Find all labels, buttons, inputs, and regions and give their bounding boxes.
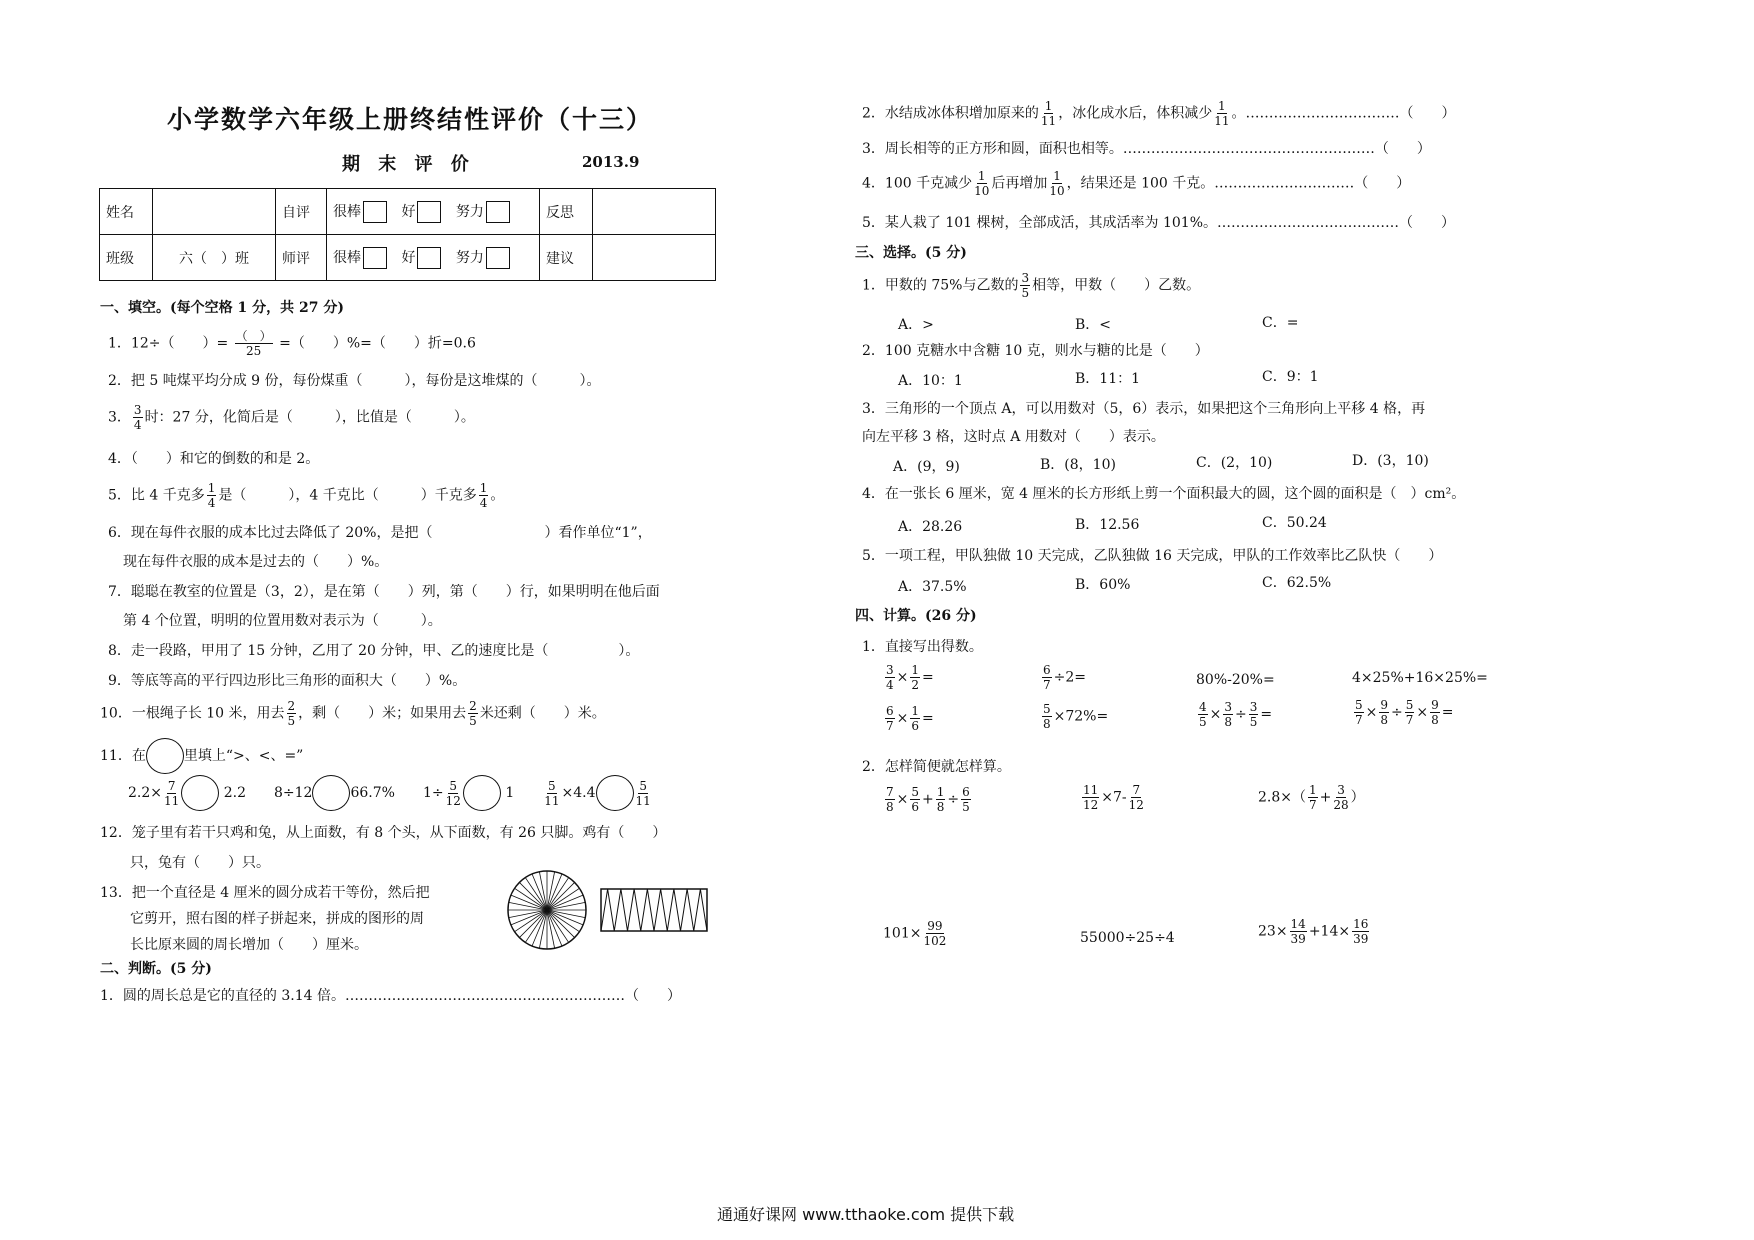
footer-credit: 通通好课网 www.tthaoke.com 提供下载 [717,1205,1015,1224]
calc-e2: $\frac{11}{12}$ ×7- $\frac{7}{12}$ [1083,783,1144,812]
compare-item-4: $\frac{5}{11}$ ×4.4 $\frac{5}{11}$ [542,775,653,811]
choice-q3-b[interactable]: B．(8，10) [1040,457,1116,473]
fill-q13-line2: 它剪开，照右图的样子拼起来，拼成的图形的周 [130,911,424,927]
teacher-eval-options [327,235,540,281]
sector-line [519,910,547,938]
fraction: $\frac{1}{11}$ [1040,99,1057,128]
calc-part1-title: 1．直接写出得数。 [862,639,983,655]
page-title: 小学数学六年级上册终结性评价（十三） [167,105,654,134]
class-value: 六（ ）班 [153,235,276,281]
calc-a4: 4×25%+16×25%= [1352,670,1488,686]
fill-q7-line1: 7．聪聪在教室的位置是（3，2），是在第（ ）列，第（ ）行，如果明明在他后面 [108,584,660,600]
calc-b2: $\frac{5}{8}$ ×72%= [1043,702,1109,731]
fill-q11-items [128,775,653,811]
fill-q2: 2．把 5 吨煤平均分成 9 份，每份煤重（ ），每份是这堆煤的（ ）。 [108,373,601,389]
choice-q2-b[interactable]: B．11：1 [1075,371,1141,387]
fraction: $\frac{1}{10}$ [974,169,990,198]
choice-q1-b[interactable]: B．< [1075,317,1112,333]
fill-q6-line2: 现在每件衣服的成本是过去的（ ）%。 [123,554,389,570]
choice-q5-b[interactable]: B．60% [1075,577,1131,593]
fill-q1: 1．12÷（ ）= $\frac{( )}{25}$ =（ ）%=（ ）折=0.6 [108,329,476,358]
calc-a3: 80%-20%= [1196,672,1275,688]
choice-q3-d[interactable]: D．(3，10) [1352,453,1429,469]
eval-row-teacher [100,235,716,281]
choice-q1-a[interactable]: A．> [898,317,934,333]
effort-checkbox[interactable] [486,247,510,269]
choice-q3-line2: 向左平移 3 格，这时点 A 用数对（ ）表示。 [862,429,1165,445]
choice-q3-c[interactable]: C．(2，10) [1196,455,1273,471]
name-label: 姓名 [100,189,153,235]
evaluation-table [99,188,716,281]
choice-q1: 1．甲数的 75%与乙数的 $\frac{3}{5}$ 相等，甲数（ ）乙数。 [862,271,1201,300]
eval-row-self [100,189,716,235]
calc-e4: 101× $\frac{99}{102}$ [883,919,947,948]
reflect-field[interactable] [593,189,716,235]
fraction: $\frac{1}{11}$ [1214,99,1230,128]
choice-q5-c[interactable]: C．62.5% [1262,575,1332,591]
fraction: $\frac{3}{5}$ [1021,271,1030,300]
fill-q8: 8．走一段路，甲用了 15 分钟，乙用了 20 分钟，甲、乙的速度比是（ ）。 [108,643,640,659]
calc-e6: 23× $\frac{14}{39}$ +14× $\frac{16}{39}$ [1258,917,1369,946]
fill-q9: 9．等底等高的平行四边形比三角形的面积大（ ）%。 [108,673,467,689]
section-choice: 三、选择。(5 分) [855,245,967,261]
sector-line [547,910,575,938]
great-checkbox[interactable] [363,247,387,269]
name-field[interactable] [153,189,276,235]
sector-line [547,882,575,910]
fraction: $\frac{2}{5}$ [287,699,296,728]
compare-circle[interactable] [181,775,219,811]
fill-q3: 3． $\frac{3}{4}$ 时：27 分，化简后是（ ），比值是（ ）。 [108,403,475,432]
fill-q12-line1: 12．笼子里有若干只鸡和兔，从上面数，有 8 个头，从下面数，有 26 只脚。鸡有（ ） [100,825,667,841]
sector-line [519,882,547,910]
calc-e1: $\frac{7}{8}$ × $\frac{5}{6}$ + $\frac{1}{8}$ ÷ $\frac{6}{5}$ [886,785,970,814]
choice-q1-c[interactable]: C．= [1262,315,1299,331]
good-checkbox[interactable] [417,201,441,223]
compare-item-2: 8÷12 66.7% [274,775,395,811]
opt-good-label: 好 [401,203,416,220]
fill-q10: 10．一根绳子长 10 米，用去 $\frac{2}{5}$ ，剩（ ）米；如果用去 $\frac{2}{5}$ 米还剩（ ）米。 [100,699,606,728]
calc-a1: $\frac{3}{4}$ × $\frac{1}{2}$ = [886,663,934,692]
judge-q2: 2．水结成冰体积增加原来的 $\frac{1}{11}$ ，冰化成水后，体积减少 $\frac{1}{11}$ 。……………………………（ ） [862,99,1456,128]
fill-q6-line1: 6．现在每件衣服的成本比过去降低了 20%，是把（ ）看作单位“1”， [108,525,652,541]
choice-q5-a[interactable]: A．37.5% [898,579,967,595]
compare-circle[interactable] [146,738,184,774]
circle-sectors-figure [505,868,589,952]
fill-q7-line2: 第 4 个位置，明明的位置用数对表示为（ ）。 [123,613,442,629]
calc-b1: $\frac{6}{7}$ × $\frac{1}{6}$ = [886,704,934,733]
zigzag-line [601,889,707,931]
teacher-eval-label: 师评 [276,235,327,281]
good-checkbox[interactable] [417,247,441,269]
judge-q5: 5．某人栽了 101 棵树，全部成活，其成活率为 101%。…………………………………（ ） [862,215,1456,231]
opt-effort-label: 努力 [455,249,484,266]
compare-circle[interactable] [312,775,350,811]
rearranged-strip-figure [600,888,708,932]
choice-q4-a[interactable]: A．28.26 [898,519,963,535]
fraction: $\frac{1}{4}$ [479,481,488,510]
section-judge: 二、判断。(5 分) [100,961,212,977]
fraction: $\frac{2}{5}$ [469,699,477,728]
fill-q13-line3: 长比原来圆的周长增加（ ）厘米。 [130,937,368,953]
fraction: $\frac{1}{4}$ [207,481,216,510]
opt-effort-label: 努力 [455,203,484,220]
fraction: $\frac{( )}{25}$ [235,329,272,358]
exam-date: 2013.9 [582,153,640,171]
section-calc: 四、计算。(26 分) [855,608,977,624]
opt-great-label: 很棒 [333,203,361,220]
fraction: $\frac{3}{4}$ [133,403,142,432]
choice-q4: 4．在一张长 6 厘米，宽 4 厘米的长方形纸上剪一个面积最大的圆，这个圆的面积是（ ）cm²。 [862,486,1466,502]
calc-a2: $\frac{6}{7}$ ÷2= [1043,663,1087,692]
self-eval-label: 自评 [276,189,327,235]
suggest-label: 建议 [540,235,593,281]
fill-q11: 11．在 里填上“>、<、=” [100,738,303,774]
compare-circle[interactable] [463,775,501,811]
class-label: 班级 [100,235,153,281]
compare-item-3: 1÷ $\frac{5}{12}$ 1 [423,775,514,811]
calc-part2-title: 2．怎样简便就怎样算。 [862,759,1011,775]
compare-circle[interactable] [596,775,634,811]
calc-b4: $\frac{5}{7}$ × $\frac{9}{8}$ ÷ $\frac{5}{7}$ × $\frac{9}{8}$ = [1355,698,1454,727]
choice-q2: 2．100 克糖水中含糖 10 克，则水与糖的比是（ ） [862,343,1209,359]
judge-q1: 1．圆的周长总是它的直径的 3.14 倍。……………………………………………………（ ） [100,988,681,1004]
compare-item-1: 2.2× $\frac{7}{11}$ 2.2 [128,775,246,811]
calc-e3: 2.8×（ $\frac{1}{7}$ + $\frac{3}{28}$ ） [1258,783,1365,812]
fill-q4: 4．（ ）和它的倒数的和是 2。 [108,451,320,467]
great-checkbox[interactable] [363,201,387,223]
fill-q13-line1: 13．把一个直径是 4 厘米的圆分成若干等份，然后把 [100,885,430,901]
judge-q4: 4．100 千克减少 $\frac{1}{10}$ 后再增加 $\frac{1}{10}$ ，结果还是 100 千克。…………………………（ ） [862,169,1411,198]
section-fill-in: 一、填空。(每个空格 1 分，共 27 分) [100,300,344,316]
effort-checkbox[interactable] [486,201,510,223]
fill-q5: 5．比 4 千克多 $\frac{1}{4}$ 是（ ），4 千克比（ ）千克多 $\frac{1}{4}$ 。 [108,481,505,510]
opt-good-label: 好 [401,249,416,266]
choice-q3-a[interactable]: A．(9，9) [893,459,960,475]
suggest-field[interactable] [593,235,716,281]
self-eval-options [327,189,540,235]
calc-e5: 55000÷25÷4 [1080,930,1175,946]
choice-q4-c[interactable]: C．50.24 [1262,515,1327,531]
opt-great-label: 很棒 [333,249,361,266]
fill-q12-line2: 只，兔有（ ）只。 [130,855,270,871]
judge-q3: 3．周长相等的正方形和圆，面积也相等。………………………………………………（ ） [862,141,1431,157]
reflect-label: 反思 [540,189,593,235]
calc-b3: $\frac{4}{5}$ × $\frac{3}{8}$ ÷ $\frac{3}{5}$ = [1199,700,1273,729]
choice-q2-a[interactable]: A．10：1 [898,373,963,389]
choice-q3-line1: 3．三角形的一个顶点 A，可以用数对（5，6）表示，如果把这个三角形向上平移 4 格，再 [862,401,1426,417]
choice-q4-b[interactable]: B．12.56 [1075,517,1140,533]
choice-q5: 5．一项工程，甲队独做 10 天完成，乙队独做 16 天完成，甲队的工作效率比乙队快（ ） [862,548,1443,564]
fraction: $\frac{1}{10}$ [1049,169,1065,198]
choice-q2-c[interactable]: C．9：1 [1262,369,1319,385]
subtitle: 期 末 评 价 [342,154,475,175]
